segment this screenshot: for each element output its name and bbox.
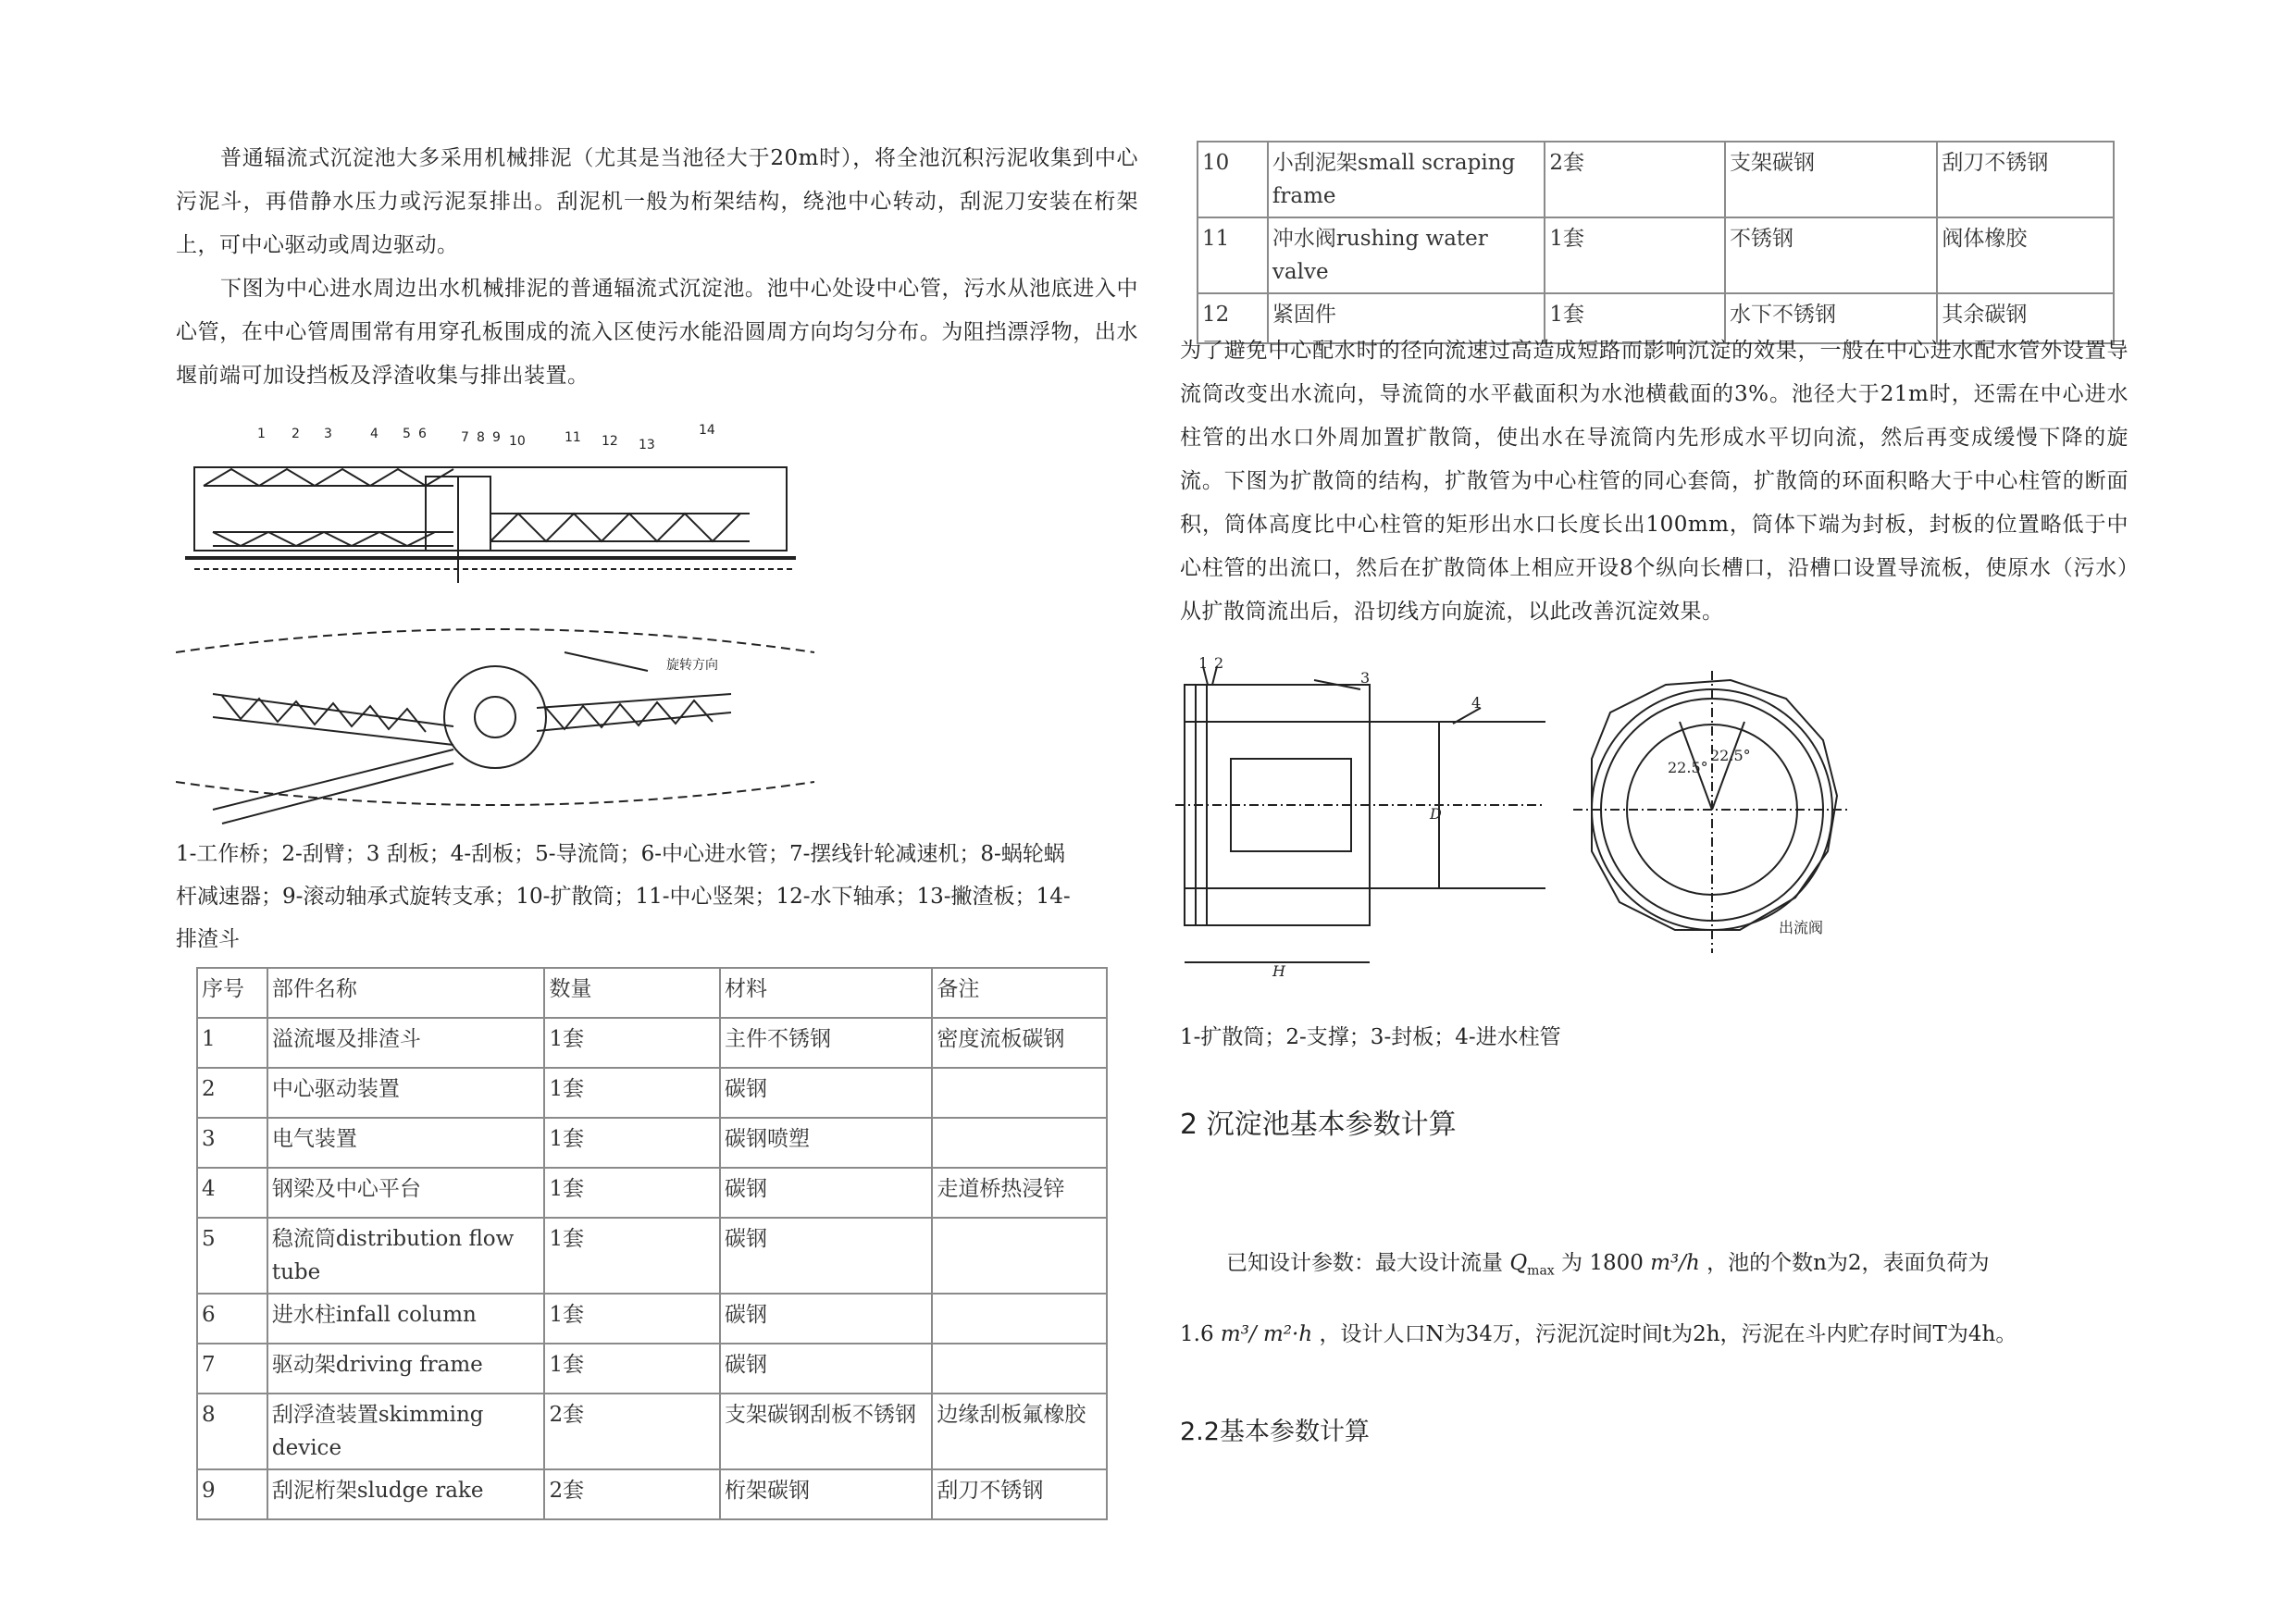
table-row <box>197 1344 1107 1394</box>
known-mid2: ，池的个数n为2，表面负荷为 <box>1706 1251 1990 1275</box>
cell: 1套 <box>544 1218 720 1294</box>
flow-value: 1800 <box>1589 1251 1644 1275</box>
table-row <box>1198 142 2114 217</box>
header-cell: 材料 <box>720 968 932 1018</box>
diffuser-figure <box>1175 657 1860 990</box>
fig1-label-8: 8 <box>477 430 485 445</box>
fig1-label-13: 13 <box>639 438 655 452</box>
known-prefix: 已知设计参数：最大设计流量 <box>1226 1251 1503 1275</box>
fig1-label-11: 11 <box>565 430 581 445</box>
cell: 刮泥桁架sludge rake <box>267 1469 545 1519</box>
flow-symbol: Q <box>1509 1251 1528 1275</box>
cell: 支架碳钢刮板不锈钢 <box>720 1394 932 1469</box>
cell: 冲水阀rushing water valve <box>1268 217 1545 293</box>
table-row <box>197 1218 1107 1294</box>
load-unit: m³/ m²·h <box>1220 1321 1313 1346</box>
table-row <box>197 1018 1107 1068</box>
design-parameters-line2 <box>1180 1320 2152 1348</box>
fig2-valve-label: 出流阀 <box>1779 919 1824 936</box>
cell: 碳钢 <box>720 1068 932 1118</box>
fig1-label-6: 6 <box>418 427 427 441</box>
fig1-label-4: 4 <box>370 427 379 441</box>
cell: 10 <box>1198 142 1268 217</box>
diffuser-paragraph: 为了避免中心配水时的径向流速过高造成短路而影响沉淀的效果，一般在中心进水配水管外设置导流筒改变出水流向，导流筒的水平截面积为水池横截面的3%。池径大于21m时，还需在中心进水柱管的出水口外周加置扩散筒，使出水在导流筒内先形成水平切向流，然后再变成缓慢下降的旋流。下图为扩散筒的结构，扩散管为中心柱管的同心套筒，扩散筒的环面积略大于中心柱管的断面积，筒体高度比中心柱管的矩形出水口长度长出100mm，筒体下端为封板，封板的位置略低于中心柱管的出流口，然后在扩散筒体上相应开设8个纵向长槽口，沿槽口设置导流板，使原水（污水）从扩散筒流出后，沿切线方向旋流，以此改善沉淀效果。 <box>1180 339 2128 624</box>
fig1-label-3: 3 <box>324 427 332 441</box>
cell: 刮浮渣装置skimming device <box>267 1394 545 1469</box>
cell: 边缘刮板氟橡胶 <box>932 1394 1107 1469</box>
cell: 碳钢 <box>720 1344 932 1394</box>
cell: 走道桥热浸锌 <box>932 1168 1107 1218</box>
fig1-label-10: 10 <box>509 434 526 449</box>
cell: 7 <box>197 1344 267 1394</box>
cell: 水下不锈钢 <box>1725 293 1937 343</box>
cell <box>932 1068 1107 1118</box>
header-cell: 备注 <box>932 968 1107 1018</box>
cell: 碳钢 <box>720 1168 932 1218</box>
fig1-label-9: 9 <box>492 430 501 445</box>
cell: 8 <box>197 1394 267 1469</box>
cell: 1套 <box>544 1018 720 1068</box>
cell: 溢流堰及排渣斗 <box>267 1018 545 1068</box>
known-rest: ，设计人口N为34万，污泥沉淀时间t为2h，污泥在斗内贮存时间T为4h。 <box>1319 1321 2017 1346</box>
cell: 桁架碳钢 <box>720 1469 932 1519</box>
cell: 11 <box>1198 217 1268 293</box>
cell: 1套 <box>544 1294 720 1344</box>
table-row <box>1198 217 2114 293</box>
load-value: 1.6 <box>1180 1321 1214 1346</box>
cell: 碳钢 <box>720 1218 932 1294</box>
description-paragraph: 下图为中心进水周边出水机械排泥的普通辐流式沉淀池。池中心处设中心管，污水从池底进入中心管，在中心管周围常有用穿孔板围成的流入区使污水能沿圆周方向均匀分布。为阻挡漂浮物，出水堰前端可加设挡板及浮渣收集与排出装置。 <box>176 277 1138 388</box>
fig2-label-3: 3 <box>1360 669 1371 687</box>
known-mid1: 为 <box>1561 1251 1583 1275</box>
cell <box>932 1344 1107 1394</box>
fig1-rotation-label: 旋转方向 <box>666 658 718 673</box>
cell: 1套 <box>544 1344 720 1394</box>
cell: 刮刀不锈钢 <box>1937 142 2114 217</box>
cell: 1套 <box>1545 217 1725 293</box>
table-header-row <box>197 968 1107 1018</box>
cell: 3 <box>197 1118 267 1168</box>
cell: 其余碳钢 <box>1937 293 2114 343</box>
cell: 主件不锈钢 <box>720 1018 932 1068</box>
cell: 1 <box>197 1018 267 1068</box>
parts-table <box>196 967 1108 1520</box>
cell: 阀体橡胶 <box>1937 217 2114 293</box>
table-row <box>197 1118 1107 1168</box>
table-row <box>197 1394 1107 1469</box>
design-parameters-line1 <box>1180 1249 2152 1285</box>
figure2-caption: 1-扩散筒；2-支撑；3-封板；4-进水柱管 <box>1180 1025 1561 1049</box>
cell: 稳流筒distribution flow tube <box>267 1218 545 1294</box>
cell: 密度流板碳钢 <box>932 1018 1107 1068</box>
cell: 1套 <box>544 1068 720 1118</box>
header-cell: 数量 <box>544 968 720 1018</box>
fig1-label-1: 1 <box>257 427 266 441</box>
intro-paragraph: 普通辐流式沉淀池大多采用机械排泥（尤其是当池径大于20m时），将全池沉积污泥收集到中心污泥斗，再借静水压力或污泥泵排出。刮泥机一般为桁架结构，绕池中心转动，刮泥刀安装在桁架上，可中心驱动或周边驱动。 <box>176 146 1138 257</box>
fig2-angle-1: 22.5° <box>1668 759 1708 776</box>
fig2-dim-H: H <box>1272 962 1285 980</box>
sedimentation-tank-figure <box>176 421 814 828</box>
cell: 5 <box>197 1218 267 1294</box>
cell: 1套 <box>544 1168 720 1218</box>
cell: 碳钢 <box>720 1294 932 1344</box>
section-title: 2 沉淀池基本参数计算 <box>1180 1109 1457 1141</box>
table-row <box>197 1294 1107 1344</box>
fig2-label-1: 1 <box>1198 657 1209 672</box>
fig2-label-2: 2 <box>1214 657 1224 672</box>
cell: 钢梁及中心平台 <box>267 1168 545 1218</box>
cell: 1套 <box>544 1118 720 1168</box>
fig2-dim-D: D <box>1430 805 1442 823</box>
fig2-angle-2: 22.5° <box>1710 747 1751 764</box>
cell: 中心驱动装置 <box>267 1068 545 1118</box>
figure1-caption: 1-工作桥；2-刮臂；3 刮板；4-刮板；5-导流筒；6-中心进水管；7-摆线针轮减速机；8-蜗轮蜗杆减速器；9-滚动轴承式旋转支承；10-扩散筒；11-中心竖架；12-水下轴承；13-撇渣板；14-排渣斗 <box>176 842 1071 951</box>
cell: 12 <box>1198 293 1268 343</box>
table-row <box>197 1168 1107 1218</box>
fig1-label-2: 2 <box>292 427 300 441</box>
cell: 紧固件 <box>1268 293 1545 343</box>
cell: 支架碳钢 <box>1725 142 1937 217</box>
subsection-title: 2.2基本参数计算 <box>1180 1418 1370 1446</box>
cell: 2套 <box>544 1394 720 1469</box>
cell: 电气装置 <box>267 1118 545 1168</box>
fig1-label-12: 12 <box>602 434 618 449</box>
header-cell: 序号 <box>197 968 267 1018</box>
cell: 驱动架driving frame <box>267 1344 545 1394</box>
fig2-label-4: 4 <box>1471 694 1482 712</box>
cell <box>932 1218 1107 1294</box>
cell: 1套 <box>1545 293 1725 343</box>
header-cell: 部件名称 <box>267 968 545 1018</box>
cell: 刮刀不锈钢 <box>932 1469 1107 1519</box>
fig1-label-14: 14 <box>699 423 715 438</box>
flow-unit: m³/h <box>1650 1251 1700 1275</box>
cell: 碳钢喷塑 <box>720 1118 932 1168</box>
cell: 2套 <box>1545 142 1725 217</box>
cell: 不锈钢 <box>1725 217 1937 293</box>
fig1-label-5: 5 <box>403 427 411 441</box>
cell <box>932 1118 1107 1168</box>
table-row <box>197 1068 1107 1118</box>
cell: 9 <box>197 1469 267 1519</box>
cell: 进水柱infall column <box>267 1294 545 1344</box>
cell: 小刮泥架small scraping frame <box>1268 142 1545 217</box>
parts-table-continued <box>1197 141 2115 344</box>
cell <box>932 1294 1107 1344</box>
fig1-label-7: 7 <box>461 430 469 445</box>
table-row <box>197 1469 1107 1519</box>
cell: 2 <box>197 1068 267 1118</box>
cell: 2套 <box>544 1469 720 1519</box>
flow-symbol-subscript: max <box>1527 1263 1555 1279</box>
cell: 4 <box>197 1168 267 1218</box>
cell: 6 <box>197 1294 267 1344</box>
